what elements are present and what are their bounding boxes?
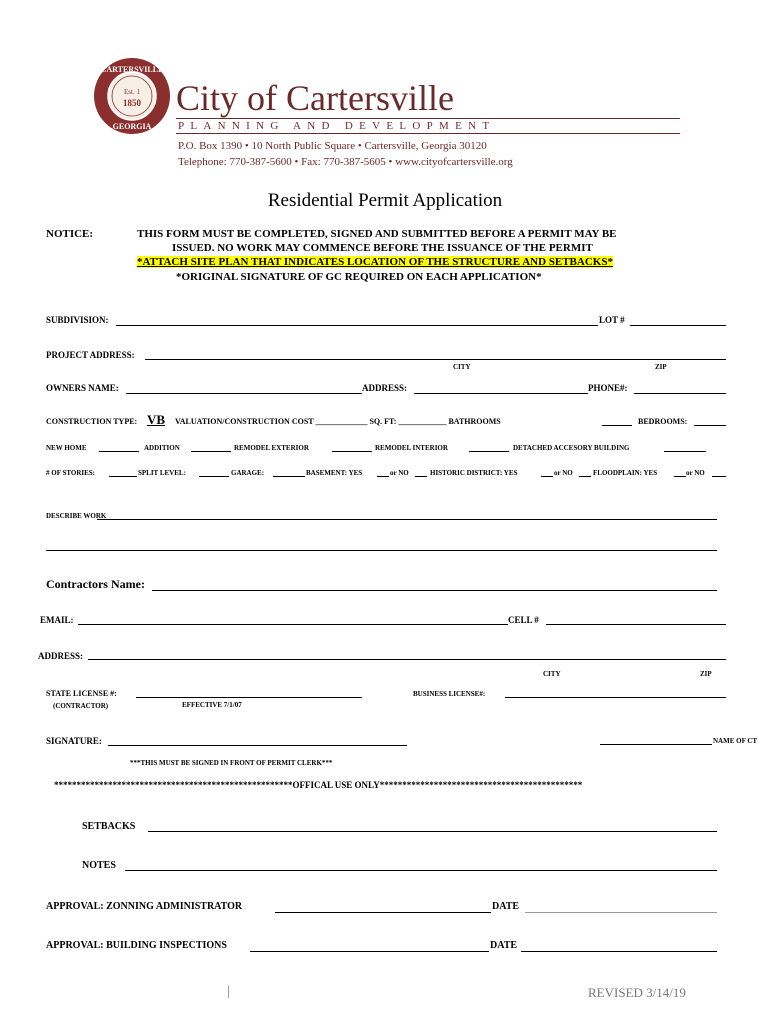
bedrooms-field[interactable]: [694, 425, 726, 426]
email-label: EMAIL:: [40, 615, 74, 625]
floodplain-or-no: or NO: [686, 469, 705, 477]
state-license-label: STATE LICENSE #:: [46, 689, 117, 698]
addition-label: ADDITION: [144, 444, 180, 452]
basement-yes-field[interactable]: [377, 476, 389, 477]
name-of-ct-label: NAME OF CT: [713, 737, 758, 745]
historic-no-field[interactable]: [579, 476, 591, 477]
svg-text:GEORGIA: GEORGIA: [112, 122, 152, 131]
floodplain-no-field[interactable]: [712, 476, 726, 477]
valuation-label: VALUATION/CONSTRUCTION COST _____________ SQ. FT: ____________ BATHROOMS: [175, 417, 501, 426]
seal-icon: [92, 56, 172, 136]
basement-no-field[interactable]: [415, 476, 427, 477]
signature-field[interactable]: [108, 745, 407, 746]
address-line: P.O. Box 1390 • 10 North Public Square • Cartersville, Georgia 30120: [178, 140, 487, 152]
stories-field[interactable]: [109, 476, 137, 477]
remodel-interior-label: REMODEL INTERIOR: [375, 444, 448, 452]
bedrooms-label: BEDROOMS:: [638, 417, 688, 426]
historic-or-no: or NO: [554, 469, 573, 477]
setbacks-field[interactable]: [148, 831, 717, 832]
detached-field[interactable]: [664, 451, 706, 452]
name-of-ct-field[interactable]: [600, 744, 712, 745]
svg-text:Est. 1: Est. 1: [124, 88, 140, 96]
approval-zoning-field[interactable]: [275, 912, 491, 913]
construction-type-label: CONSTRUCTION TYPE:: [46, 417, 138, 426]
svg-text:1850: 1850: [123, 98, 141, 108]
basement-label: BASEMENT: YES: [306, 469, 363, 477]
owners-name-label: OWNERS NAME:: [46, 383, 119, 393]
department-name: PLANNING AND DEVELOPMENT: [178, 120, 496, 132]
owners-name-field[interactable]: [126, 393, 362, 394]
revised-date: REVISED 3/14/19: [588, 985, 686, 1000]
historic-yes-field[interactable]: [541, 476, 553, 477]
owners-address-field[interactable]: [414, 393, 588, 394]
official-use-banner: *****************************************************OFFICAL USE ONLY*********************************************: [54, 780, 583, 790]
header-rule-top: [176, 118, 680, 119]
split-level-label: SPLIT LEVEL:: [138, 469, 186, 477]
addition-field[interactable]: [191, 451, 231, 452]
state-license-field[interactable]: [136, 697, 362, 698]
notes-label: NOTES: [82, 860, 116, 871]
approval-building-field[interactable]: [250, 951, 489, 952]
basement-or-no: or NO: [390, 469, 409, 477]
project-zip-label: ZIP: [655, 363, 667, 371]
subdivision-label: SUBDIVISION:: [46, 315, 109, 325]
new-home-field[interactable]: [99, 451, 139, 452]
lot-field[interactable]: [630, 325, 726, 326]
notice-line-2: ISSUED. NO WORK MAY COMMENCE BEFORE THE ISSUANCE OF THE PERMIT: [172, 242, 593, 254]
detached-label: DETACHED ACCESORY BUILDING: [513, 444, 630, 452]
garage-field[interactable]: [273, 476, 305, 477]
remodel-exterior-field[interactable]: [332, 451, 372, 452]
subdivision-field[interactable]: [116, 325, 598, 326]
business-license-label: BUSINESS LICENSE#:: [413, 690, 486, 698]
lot-label: LOT #: [599, 315, 625, 325]
notice-line-1: THIS FORM MUST BE COMPLETED, SIGNED AND SUBMITTED BEFORE A PERMIT MAY BE: [137, 228, 617, 240]
svg-text:CARTERSVILLE: CARTERSVILLE: [100, 65, 164, 74]
contractor-note: (CONTRACTOR): [53, 702, 109, 710]
signature-label: SIGNATURE:: [46, 736, 102, 746]
contractor-address-label: ADDRESS:: [38, 651, 84, 661]
contractors-name-field[interactable]: [152, 590, 717, 591]
contractor-zip-label: ZIP: [700, 670, 712, 678]
describe-work-label: DESCRIBE WORK: [46, 512, 107, 520]
business-license-field[interactable]: [505, 697, 726, 698]
project-address-label: PROJECT ADDRESS:: [46, 350, 135, 360]
city-seal: [92, 56, 172, 136]
contractors-name-label: Contractors Name:: [46, 577, 145, 591]
sign-note: ***THIS MUST BE SIGNED IN FRONT OF PERMIT CLERK***: [130, 759, 333, 767]
floodplain-label: FLOODPLAIN: YES: [593, 469, 658, 477]
date2-label: DATE: [490, 940, 518, 951]
notice-label: NOTICE:: [46, 228, 94, 240]
date1-field[interactable]: [525, 912, 717, 913]
contractor-city-label: CITY: [543, 670, 561, 678]
contractor-address-field[interactable]: [88, 659, 726, 660]
garage-label: GARAGE:: [231, 469, 265, 477]
phone-label: PHONE#:: [588, 383, 628, 393]
approval-building-label: APPROVAL: BUILDING INSPECTIONS: [46, 940, 227, 951]
split-level-field[interactable]: [199, 476, 229, 477]
date2-field[interactable]: [521, 951, 717, 952]
bathrooms-field[interactable]: [602, 425, 632, 426]
header-rule-bottom: [176, 133, 680, 134]
footer-separator: |: [227, 984, 230, 999]
setbacks-label: SETBACKS: [82, 821, 136, 832]
city-name: City of Cartersville: [176, 78, 454, 118]
effective-note: EFFECTIVE 7/1/07: [182, 701, 242, 709]
phone-field[interactable]: [634, 393, 726, 394]
construction-type-value[interactable]: VB: [147, 412, 166, 427]
floodplain-yes-field[interactable]: [674, 476, 686, 477]
stories-label: # OF STORIES:: [46, 469, 96, 477]
contact-line: Telephone: 770-387-5600 • Fax: 770-387-5605 • www.cityofcartersville.org: [178, 156, 513, 168]
cell-field[interactable]: [546, 624, 726, 625]
remodel-exterior-label: REMODEL EXTERIOR: [234, 444, 309, 452]
form-title: Residential Permit Application: [267, 190, 503, 211]
describe-work-field-2[interactable]: [46, 550, 717, 551]
notice-line-3: *ATTACH SITE PLAN THAT INDICATES LOCATION OF THE STRUCTURE AND SETBACKS*: [137, 256, 613, 268]
new-home-label: NEW HOME: [46, 444, 87, 452]
project-address-field[interactable]: [145, 359, 726, 360]
cell-label: CELL #: [508, 615, 539, 625]
describe-work-field[interactable]: [97, 519, 717, 520]
owners-address-label: ADDRESS:: [362, 383, 408, 393]
project-city-label: CITY: [453, 363, 471, 371]
email-field[interactable]: [78, 624, 508, 625]
historic-label: HISTORIC DISTRICT: YES: [430, 469, 518, 477]
remodel-interior-field[interactable]: [469, 451, 509, 452]
notice-line-4: *ORIGINAL SIGNATURE OF GC REQUIRED ON EACH APPLICATION*: [176, 271, 542, 283]
approval-zoning-label: APPROVAL: ZONNING ADMINISTRATOR: [46, 901, 243, 912]
notes-field[interactable]: [125, 870, 717, 871]
date1-label: DATE: [492, 901, 520, 912]
